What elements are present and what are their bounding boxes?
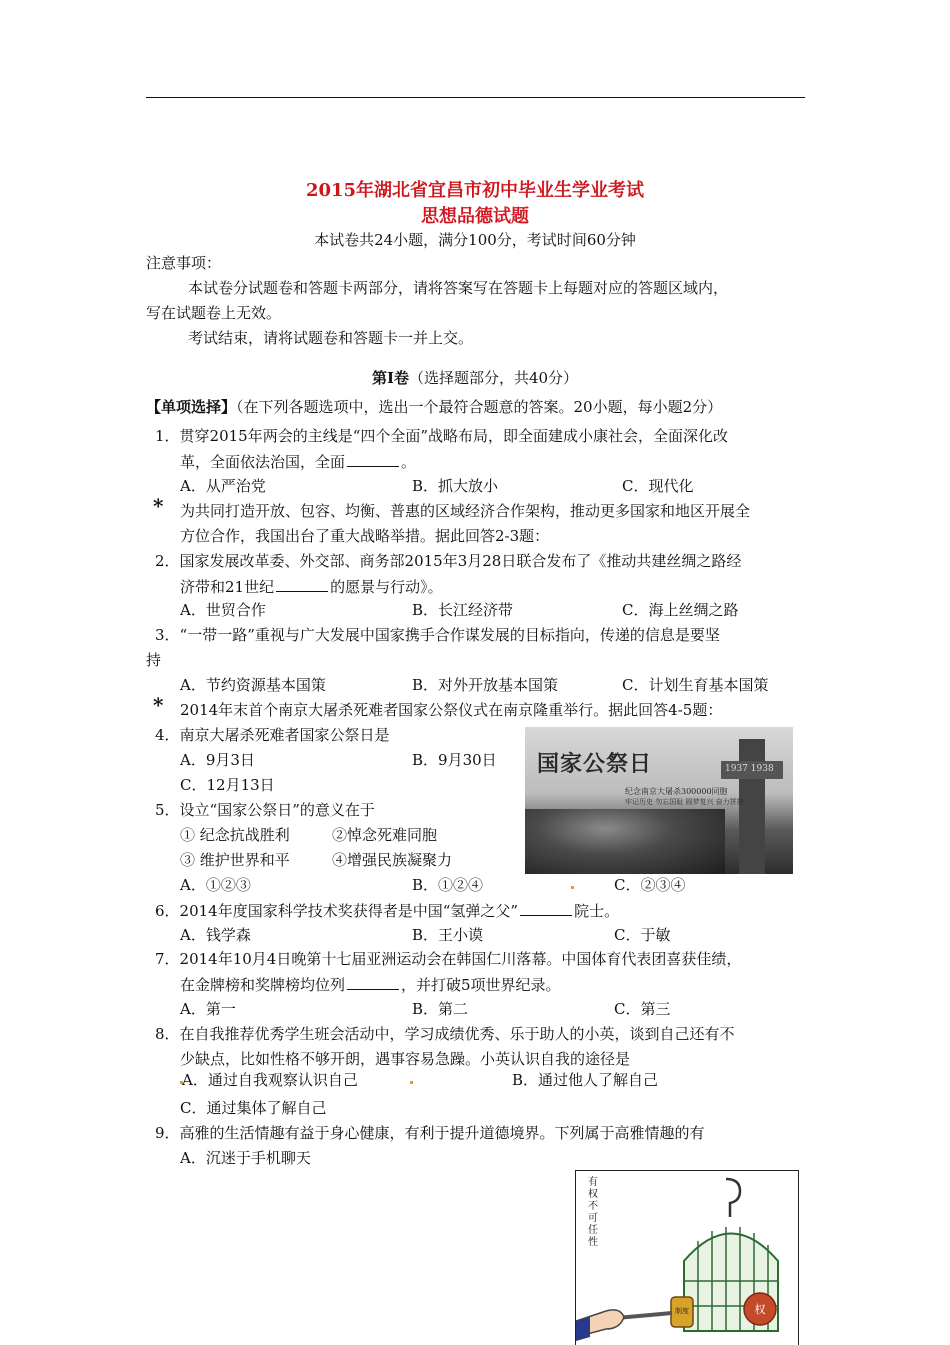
exam-subject: 思想品德试题 [421, 206, 529, 227]
option-c: C．第三 [614, 1000, 671, 1018]
question-7-line2 [180, 975, 561, 994]
hook-shape [726, 1179, 740, 1217]
sleeve-shape [576, 1317, 590, 1341]
header-rule [146, 97, 805, 98]
question-3: 3．“一带一路”重视与广大发展中国家携手合作谋发展的目标指向，传递的信息是要坚 [155, 626, 720, 644]
answer-blank [276, 577, 328, 592]
option-a: A．世贸合作 [180, 601, 266, 619]
text: ，并打破5项世界纪录。 [401, 976, 561, 994]
key-label: 制度 [675, 1307, 689, 1315]
exam-title: 2015年湖北省宜昌市初中毕业生学业考试 [305, 180, 645, 201]
option-b: B．通过他人了解自己 [512, 1071, 659, 1089]
question-9: 9．高雅的生活情趣有益于身心健康，有利于提升道德境界。下列属于高雅情趣的有 [155, 1124, 705, 1142]
question-1: 1．贯穿2015年两会的主线是“四个全面”战略布局，即全面建成小康社会，全面深化改 [155, 427, 729, 445]
stray-mark [410, 1081, 413, 1084]
option-a: A．通过自我观察认识自己 [182, 1071, 358, 1089]
option-a: A．第一 [180, 1000, 236, 1018]
answer-blank [347, 975, 399, 990]
option-a: A．节约资源基本国策 [180, 676, 326, 694]
text: 院士。 [574, 902, 620, 920]
answer-blank [347, 452, 399, 467]
option-b: B．王小谟 [412, 926, 484, 944]
notice-label: 注意事项： [146, 254, 222, 272]
text: 济带和21世纪 [180, 578, 275, 596]
option-c: C．②③④ [614, 876, 686, 894]
option-c: C．海上丝绸之路 [622, 601, 739, 619]
sculpture-shape [525, 809, 725, 874]
statement-item: ④增强民族凝聚力 [332, 851, 453, 869]
instruction-rest: （在下列各题选项中，选出一个最符合题意的答案。20小题，每小题2分） [236, 398, 723, 416]
option-a: A．钱学森 [180, 926, 251, 944]
memorial-day-photo [525, 727, 793, 874]
section-heading [0, 367, 950, 388]
answer-blank [520, 901, 572, 916]
stem-text: 为共同打造开放、包容、均衡、普惠的区域经济合作架构，推动更多国家和地区开展全 [180, 502, 751, 520]
question-7: 7．2014年10月4日晚第十七届亚洲运动会在韩国仁川落幕。中国体育代表团喜获佳绩， [155, 950, 742, 968]
option-b: B．长江经济带 [412, 601, 514, 619]
text: 革，全面依法治国，全面 [180, 453, 346, 471]
photo-years: 1937 1938 [725, 764, 774, 774]
notice-line: 写在试题卷上无效。 [146, 304, 282, 322]
option-a: A．①②③ [180, 876, 251, 894]
option-c: C．通过集体了解自己 [180, 1099, 327, 1117]
option-b: B．对外开放基本国策 [412, 676, 559, 694]
exam-info: 本试卷共24小题，满分100分，考试时间60分钟 [314, 231, 636, 249]
notice-line: 考试结束，请将试题卷和答题卡一并上交。 [188, 329, 474, 347]
question-8: 8．在自我推荐优秀学生班会活动中，学习成绩优秀、乐于助人的小英，谈到自己还有不 [155, 1025, 735, 1043]
notice-line: 本试卷分试题卷和答题卡两部分，请将答案写在答题卡上每题对应的答题区域内， [188, 279, 729, 297]
stem-text: 方位合作，我国出台了重大战略举措。据此回答2-3题： [180, 527, 550, 545]
cage-cartoon [575, 1170, 799, 1345]
option-b: B．抓大放小 [412, 477, 499, 495]
option-c: C．12月13日 [180, 776, 275, 794]
cage-illustration [576, 1171, 798, 1345]
photo-caption: 牢记历史 勿忘国耻 圆梦复兴 奋力拼搏 [625, 798, 744, 806]
stem-text: 2014年末首个南京大屠杀死难者国家公祭仪式在南京隆重举行。据此回答4-5题： [180, 701, 723, 719]
section-instruction [146, 398, 722, 416]
stray-mark [571, 886, 574, 889]
statement-item: ②悼念死难同胞 [332, 826, 438, 844]
question-3-line2: 持 [146, 651, 162, 669]
photo-caption: 纪念南京大屠杀300000同胞 [625, 787, 728, 796]
question-1-line2 [180, 452, 416, 471]
question-5: 5．设立“国家公祭日”的意义在于 [155, 801, 375, 819]
question-2: 2．国家发展改革委、外交部、商务部2015年3月28日联合发布了《推动共建丝绸之路经 [155, 552, 742, 570]
option-c: C．于敏 [614, 926, 671, 944]
option-a: A．从严治党 [180, 477, 266, 495]
photo-title: 国家公祭日 [537, 751, 653, 777]
instruction-bold: 【单项选择】 [146, 398, 237, 416]
text: 6．2014年度国家科学技术奖获得者是中国“氢弹之父” [155, 902, 519, 920]
text: 的愿景与行动》。 [330, 578, 443, 596]
question-8-line2: 少缺点，比如性格不够开朗，遇事容易急躁。小英认识自我的途径是 [180, 1050, 631, 1068]
statement-item: ③ 维护世界和平 [180, 851, 290, 869]
statement-item: ① 纪念抗战胜利 [180, 826, 290, 844]
question-2-line2 [180, 577, 443, 596]
asterisk-marker: * [153, 693, 164, 717]
option-c: C．计划生育基本国策 [622, 676, 769, 694]
option-b: B．9月30日 [412, 751, 497, 769]
option-a: A．沉迷于手机聊天 [180, 1149, 311, 1167]
asterisk-marker: * [153, 494, 164, 518]
text: 。 [401, 453, 417, 471]
cartoon-caption: 有权不可任性 [588, 1177, 598, 1248]
cage-label: 权 [754, 1303, 766, 1316]
option-b: B．①②④ [412, 876, 484, 894]
question-4: 4．南京大屠杀死难者国家公祭日是 [155, 726, 390, 744]
section-heading-bold: 第Ⅰ卷 [371, 369, 409, 387]
option-b: B．第二 [412, 1000, 469, 1018]
text: 在金牌榜和奖牌榜均位列 [180, 976, 346, 994]
section-heading-rest: （选择题部分，共40分） [408, 369, 579, 387]
question-6 [155, 901, 619, 920]
option-a: A．9月3日 [180, 751, 255, 769]
option-c: C．现代化 [622, 477, 694, 495]
